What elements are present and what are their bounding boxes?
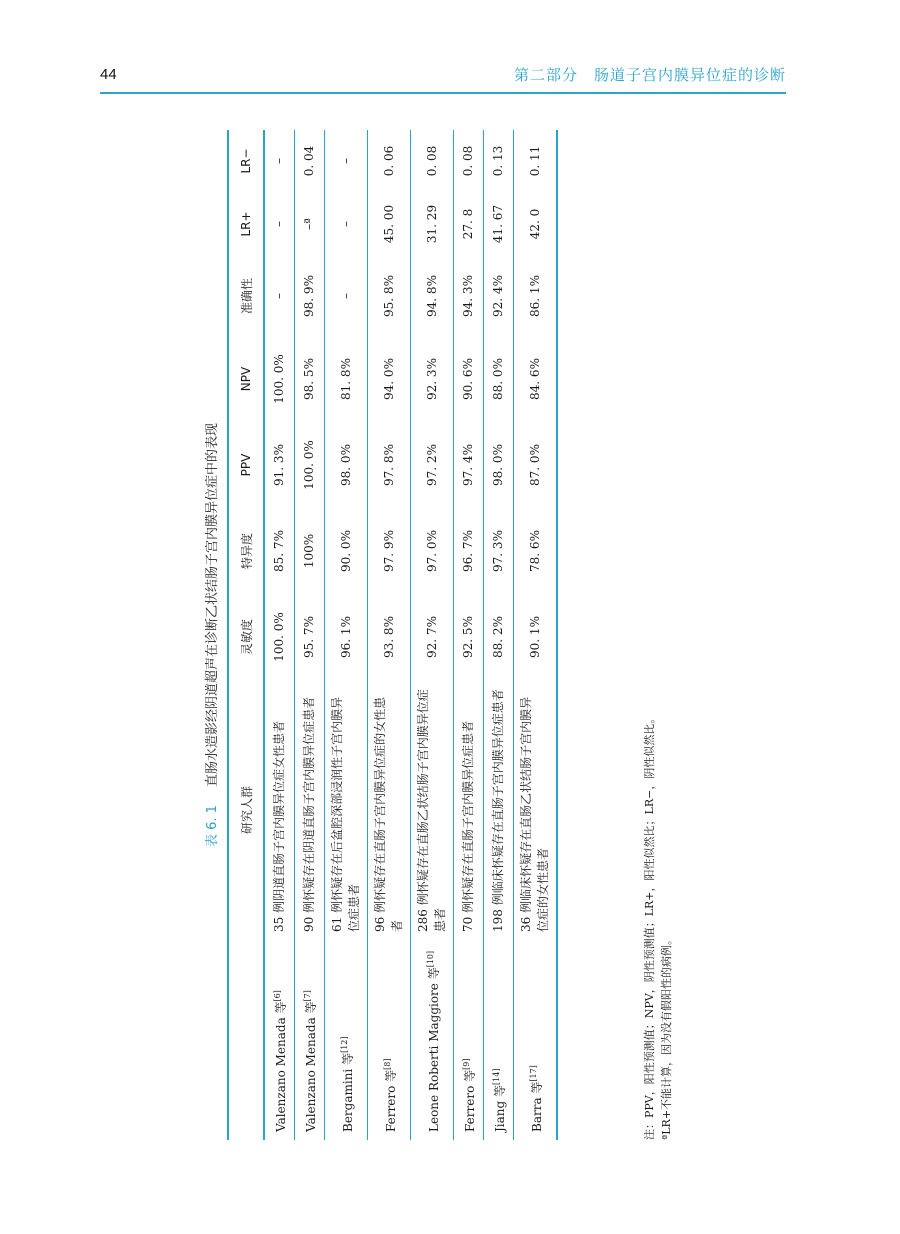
table-row — [368, 130, 411, 1140]
npv-cell: 81. 8% — [325, 336, 368, 422]
col-header-lr-pos: LR+ — [228, 192, 264, 256]
study-cell — [411, 940, 454, 1140]
lr-neg-cell: 0. 13 — [484, 130, 514, 192]
population-cell: 36 例临床怀疑存在直肠乙状结肠子宫内膜异位症的女性患者 — [514, 680, 558, 940]
col-header-specificity: 特异度 — [228, 508, 264, 594]
accuracy-cell: 94. 8% — [411, 256, 454, 336]
table-notes — [641, 130, 675, 1140]
specificity-cell: 97. 3% — [484, 508, 514, 594]
header-rule — [100, 92, 786, 94]
study-reference: [14] — [492, 1068, 501, 1085]
lr-pos-cell: 42. 0 — [514, 192, 558, 256]
accuracy-cell: 95. 8% — [368, 256, 411, 336]
table-header-row — [228, 130, 264, 1140]
ppv-cell: 98. 0% — [484, 422, 514, 508]
col-header-population: 研究人群 — [228, 680, 264, 940]
npv-cell: 94. 0% — [368, 336, 411, 422]
specificity-cell: 85. 7% — [264, 508, 295, 594]
study-cell — [325, 940, 368, 1140]
page-number: 44 — [100, 66, 117, 83]
npv-cell: 88. 0% — [484, 336, 514, 422]
table-row — [514, 130, 558, 1140]
study-cell — [484, 940, 514, 1140]
lr-neg-cell: 0. 04 — [295, 130, 325, 192]
ppv-cell: 91. 3% — [264, 422, 295, 508]
sensitivity-cell: 92. 5% — [454, 594, 484, 680]
population-cell: 70 例怀疑存在直肠子宫内膜异位症患者 — [454, 680, 484, 940]
col-header-lr-neg: LR− — [228, 130, 264, 192]
col-header-accuracy: 准确性 — [228, 256, 264, 336]
lr-neg-cell: – — [325, 130, 368, 192]
table-note-footnote: ªLR+不能计算，因为没有假阳性的病例。 — [660, 933, 673, 1140]
study-cell — [514, 940, 558, 1140]
accuracy-cell: 98. 9% — [295, 256, 325, 336]
lr-pos-cell: – — [264, 192, 295, 256]
lr-pos-cell: 41. 67 — [484, 192, 514, 256]
sensitivity-cell: 95. 7% — [295, 594, 325, 680]
table-row — [484, 130, 514, 1140]
study-name: Leone Roberti Maggiore 等 — [426, 967, 441, 1132]
accuracy-cell: 92. 4% — [484, 256, 514, 336]
study-reference: [9] — [462, 1058, 471, 1070]
population-cell: 198 例临床怀疑存在直肠子宫内膜异位症患者 — [484, 680, 514, 940]
population-cell: 96 例怀疑存在直肠子宫内膜异位症的女性患者 — [368, 680, 411, 940]
specificity-cell: 96. 7% — [454, 508, 484, 594]
lr-pos-cell: 27. 8 — [454, 192, 484, 256]
sensitivity-cell: 100. 0% — [264, 594, 295, 680]
npv-cell: 90. 6% — [454, 336, 484, 422]
sensitivity-cell: 88. 2% — [484, 594, 514, 680]
specificity-cell: 97. 9% — [368, 508, 411, 594]
ppv-cell: 98. 0% — [325, 422, 368, 508]
sensitivity-cell: 93. 8% — [368, 594, 411, 680]
page-header — [100, 64, 786, 94]
table-caption-number: 表 6. 1 — [205, 805, 220, 848]
study-reference: [8] — [382, 1058, 392, 1070]
npv-cell: 84. 6% — [514, 336, 558, 422]
ppv-cell: 97. 2% — [411, 422, 454, 508]
study-name: Barra 等 — [529, 1081, 544, 1132]
population-cell: 286 例怀疑存在直肠乙状结肠子宫内膜异位症患者 — [411, 680, 454, 940]
study-reference: [6] — [273, 990, 282, 1002]
col-header-npv: NPV — [228, 336, 264, 422]
accuracy-cell: 94. 3% — [454, 256, 484, 336]
results-table — [227, 130, 558, 1140]
sensitivity-cell: 96. 1% — [325, 594, 368, 680]
study-name: Valenzano Menada 等 — [274, 1001, 288, 1132]
specificity-cell: 78. 6% — [514, 508, 558, 594]
study-name: Valenzano Menada 等 — [304, 1001, 318, 1132]
population-cell: 61 例怀疑存在后盆腔深部浸润性子宫内膜异位症患者 — [325, 680, 368, 940]
col-header-study — [228, 940, 264, 1140]
study-name: Bergamini 等 — [340, 1052, 355, 1132]
specificity-cell: 90. 0% — [325, 508, 368, 594]
population-cell: 35 例阴道直肠子宫内膜异位症女性患者 — [264, 680, 295, 940]
col-header-sensitivity: 灵敏度 — [228, 594, 264, 680]
sensitivity-cell: 92. 7% — [411, 594, 454, 680]
study-reference: [10] — [425, 950, 435, 968]
study-cell — [368, 940, 411, 1140]
specificity-cell: 97. 0% — [411, 508, 454, 594]
study-reference: [7] — [303, 990, 312, 1002]
study-name: Ferrero 等 — [383, 1069, 398, 1132]
table-row — [295, 130, 325, 1140]
study-name: Jiang 等 — [493, 1084, 507, 1132]
npv-cell: 98. 5% — [295, 336, 325, 422]
study-cell — [295, 940, 325, 1140]
table-row — [325, 130, 368, 1140]
lr-neg-cell: 0. 11 — [514, 130, 558, 192]
table-row — [454, 130, 484, 1140]
specificity-cell: 100% — [295, 508, 325, 594]
table-note-abbreviations: 注：PPV，阳性预测值；NPV，阴性预测值；LR+，阳性似然比；LR−，阴性似然比。 — [643, 712, 656, 1140]
study-cell — [454, 940, 484, 1140]
lr-pos-cell: –ª — [295, 192, 325, 256]
npv-cell: 92. 3% — [411, 336, 454, 422]
accuracy-cell: – — [325, 256, 368, 336]
population-cell: 90 例怀疑存在阴道直肠子宫内膜异位症患者 — [295, 680, 325, 940]
accuracy-cell: 86. 1% — [514, 256, 558, 336]
table-caption — [201, 130, 221, 1140]
lr-neg-cell: 0. 06 — [368, 130, 411, 192]
table-caption-text: 直肠水造影经阴道超声在诊断乙状结肠子宫内膜异位症中的表现 — [205, 422, 220, 787]
chapter-title: 第二部分 肠道子宫内膜异位症的诊断 — [513, 66, 786, 84]
table-row — [264, 130, 295, 1140]
ppv-cell: 87. 0% — [514, 422, 558, 508]
lr-pos-cell: 31. 29 — [411, 192, 454, 256]
table-row — [411, 130, 454, 1140]
ppv-cell: 97. 8% — [368, 422, 411, 508]
ppv-cell: 100. 0% — [295, 422, 325, 508]
study-reference: [12] — [339, 1036, 349, 1053]
lr-neg-cell: – — [264, 130, 295, 192]
accuracy-cell: – — [264, 256, 295, 336]
study-name: Ferrero 等 — [463, 1069, 477, 1132]
ppv-cell: 97. 4% — [454, 422, 484, 508]
study-reference: [17] — [528, 1065, 538, 1082]
lr-neg-cell: 0. 08 — [454, 130, 484, 192]
lr-neg-cell: 0. 08 — [411, 130, 454, 192]
study-cell — [264, 940, 295, 1140]
npv-cell: 100. 0% — [264, 336, 295, 422]
sensitivity-cell: 90. 1% — [514, 594, 558, 680]
lr-pos-cell: 45. 00 — [368, 192, 411, 256]
rotated-table-block — [201, 130, 671, 1140]
lr-pos-cell: – — [325, 192, 368, 256]
col-header-ppv: PPV — [228, 422, 264, 508]
